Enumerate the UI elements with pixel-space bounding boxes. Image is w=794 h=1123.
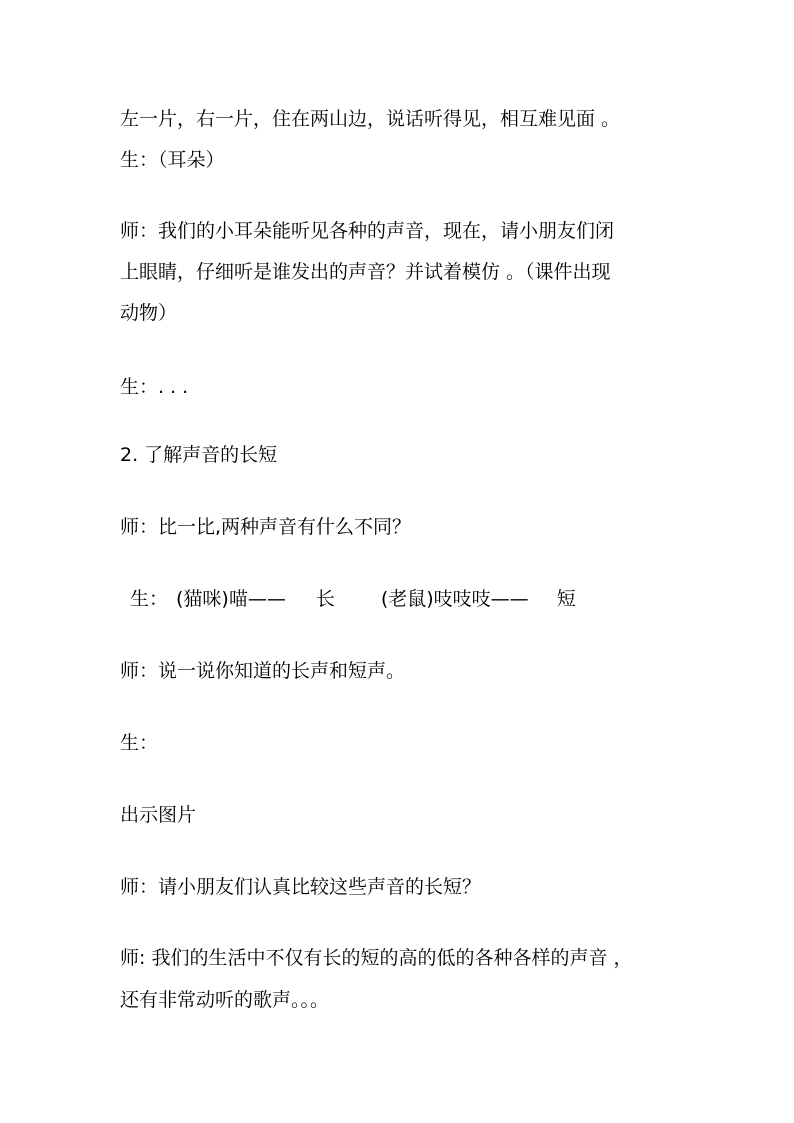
compare-label-short: 短 <box>556 588 576 610</box>
compare-item-mouse: (老鼠)吱吱吱—— <box>380 588 529 610</box>
show-pictures: 出示图片 <box>120 804 197 826</box>
compare-prefix: 生： <box>130 588 169 610</box>
teacher-line-2: 上眼睛，仔细听是谁发出的声音？并试着模仿 。（课件出现 <box>120 261 611 283</box>
student-answer-ears: 生：（耳朵） <box>120 149 225 171</box>
teacher-compare-sounds: 师：请小朋友们认真比较这些声音的长短？ <box>120 876 482 898</box>
teacher-prompt-long-short: 师：说一说你知道的长声和短声。 <box>120 660 406 682</box>
student-ellipsis: 生：. . . <box>120 376 189 398</box>
teacher-compare-question: 师：比一比,两种声音有什么不同？ <box>120 516 412 538</box>
compare-item-cat: (猫咪)喵—— <box>176 588 286 610</box>
compare-label-long: 长 <box>315 588 335 610</box>
teacher-closing-line-1: 师: 我们的生活中不仅有长的短的高的低的各种各样的声音 ， <box>120 947 633 969</box>
riddle-line: 左一片，右一片，住在两山边，说话听得见，相互难见面 。 <box>120 108 621 130</box>
teacher-closing-line-2: 还有非常动听的歌声。。。 <box>120 989 330 1011</box>
student-blank: 生： <box>120 732 159 754</box>
teacher-line-1: 师：我们的小耳朵能听见各种的声音，现在，请小朋友们闭 <box>120 220 615 242</box>
section-heading: 2. 了解声音的长短 <box>120 444 278 466</box>
student-compare-line <box>130 587 576 611</box>
teacher-line-3: 动物） <box>120 302 178 324</box>
